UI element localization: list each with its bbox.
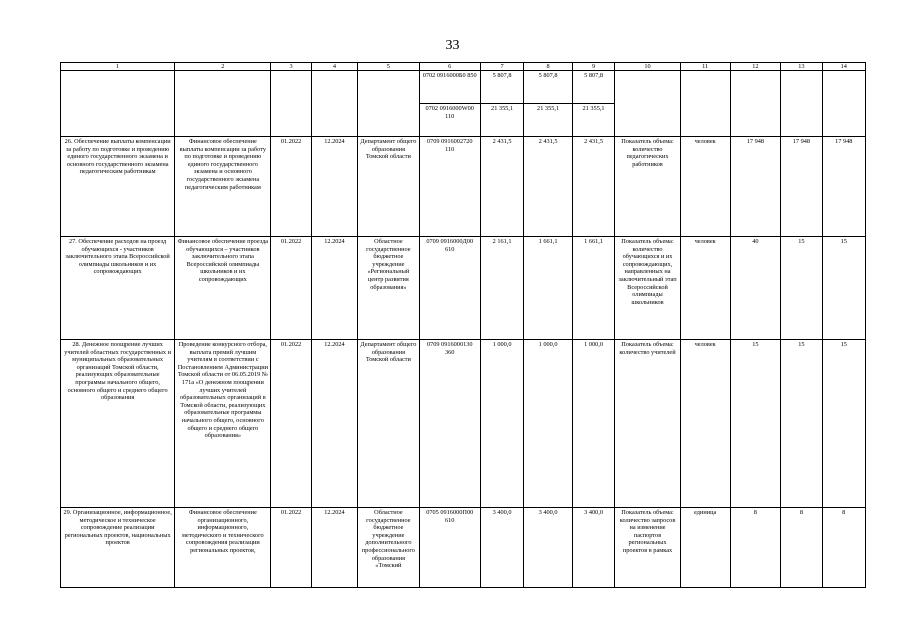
responsible-executor: Департамент общего образования Томской области (358, 137, 419, 237)
empty-cell (175, 71, 271, 137)
program-activities-table (60, 62, 866, 588)
start-date: 01.2022 (271, 340, 311, 508)
budget-code: 0702 0916000W00 110 (419, 104, 480, 137)
empty-cell (271, 71, 311, 137)
start-date: 01.2022 (271, 137, 311, 237)
table-row (61, 340, 866, 508)
header-cell: 1 (61, 63, 175, 71)
value-2023: 15 (781, 237, 822, 340)
amount-2023: 2 431,5 (524, 137, 573, 237)
indicator: Показатель объема: количество обучающихся и их сопровождающих, направленных на заключительный этап Всероссийской олимпиады школьников (615, 237, 681, 340)
empty-cell (781, 71, 822, 137)
amount-2022: 2 161,1 (480, 237, 523, 340)
unit: человек (680, 137, 730, 237)
empty-cell (311, 71, 358, 137)
activity-description: Финансовое обеспечение выплаты компенсации за работу по подготовке и проведению единого государственного экзамена и основного государственного экзамена педагогическим работникам (175, 137, 271, 237)
amount-2022: 2 431,5 (480, 137, 523, 237)
unit: единица (680, 508, 730, 588)
amount-2024: 1 000,0 (572, 340, 614, 508)
header-cell: 9 (572, 63, 614, 71)
amount-2023: 3 400,0 (524, 508, 573, 588)
unit: человек (680, 237, 730, 340)
activity-description: Финансовое обеспечение проезда обучающихся – участников заключительного этапа Всероссийской олимпиады школьников и их сопровождающих (175, 237, 271, 340)
amount-2024: 5 807,8 (572, 71, 614, 104)
value-2024: 8 (822, 508, 865, 588)
unit: человек (680, 340, 730, 508)
amount-2024: 2 431,5 (572, 137, 614, 237)
table-row (61, 237, 866, 340)
value-2024: 17 948 (822, 137, 865, 237)
header-cell: 3 (271, 63, 311, 71)
amount-2022: 5 807,8 (480, 71, 523, 104)
amount-2023: 21 355,1 (524, 104, 573, 137)
value-2022: 15 (730, 340, 781, 508)
empty-cell (730, 71, 781, 137)
amount-2023: 1 661,1 (524, 237, 573, 340)
column-number-row (61, 63, 866, 71)
value-2023: 8 (781, 508, 822, 588)
empty-cell (61, 71, 175, 137)
value-2022: 40 (730, 237, 781, 340)
indicator: Показатель объема: количество запросов на изменение паспортов региональных проектов в рамках (615, 508, 681, 588)
budget-code: 0702 0916000Б0 850 (419, 71, 480, 104)
empty-cell (358, 71, 419, 137)
start-date: 01.2022 (271, 237, 311, 340)
header-cell: 14 (822, 63, 865, 71)
amount-2024: 1 661,1 (572, 237, 614, 340)
budget-code: 0709 0916002720 110 (419, 137, 480, 237)
start-date: 01.2022 (271, 508, 311, 588)
budget-code: 0705 0916000П00 610 (419, 508, 480, 588)
amount-2023: 1 000,0 (524, 340, 573, 508)
amount-2022: 21 355,1 (480, 104, 523, 137)
value-2023: 15 (781, 340, 822, 508)
empty-cell (615, 71, 681, 137)
header-cell: 13 (781, 63, 822, 71)
end-date: 12.2024 (311, 508, 358, 588)
amount-2022: 1 000,0 (480, 340, 523, 508)
empty-cell (822, 71, 865, 137)
table-row (61, 508, 866, 588)
activity-name: 26. Обеспечение выплаты компенсации за работу по подготовке и проведению единого государственного экзамена и основного государственного экзамена педагогическим работникам (61, 137, 175, 237)
page-number: 33 (445, 38, 460, 53)
header-cell: 8 (524, 63, 573, 71)
indicator: Показатель объема: количество учителей (615, 340, 681, 508)
budget-code: 0709 0916000Д00 610 (419, 237, 480, 340)
header-cell: 7 (480, 63, 523, 71)
responsible-executor: Областное государственное бюджетное учреждение «Региональный центр развития образования» (358, 237, 419, 340)
value-2023: 17 948 (781, 137, 822, 237)
activity-description: Проведение конкурсного отбора, выплата премий лучшим учителям в соответствии с Постановлением Администрации Томской области от 06.05.2019 № 171а «О денежном поощрении лучших учителей образовательных организаций в Томской области, реализующих образовательные программы начального общего, основного общего и среднего общего образования» (175, 340, 271, 508)
empty-cell (680, 71, 730, 137)
budget-code: 0709 0916000130 360 (419, 340, 480, 508)
header-cell: 11 (680, 63, 730, 71)
continuation-row (61, 71, 866, 104)
header-cell: 4 (311, 63, 358, 71)
activity-name: 28. Денежное поощрение лучших учителей областных государственных и муниципальных образовательных организаций Томской области, реализующих образовательные программы начального общего, основного общего и среднего общего образования (61, 340, 175, 508)
table-row (61, 137, 866, 237)
value-2022: 17 948 (730, 137, 781, 237)
end-date: 12.2024 (311, 237, 358, 340)
value-2024: 15 (822, 237, 865, 340)
activity-name: 27. Обеспечение расходов на проезд обучающихся - участников заключительного этапа Всероссийской олимпиады школьников и их сопровождающих (61, 237, 175, 340)
indicator: Показатель объема: количество педагогических работников (615, 137, 681, 237)
header-cell: 6 (419, 63, 480, 71)
activity-description: Финансовое обеспечение организационного, информационного, методического и технического сопровождения реализации региональных проектов, (175, 508, 271, 588)
end-date: 12.2024 (311, 340, 358, 508)
amount-2024: 3 400,0 (572, 508, 614, 588)
amount-2023: 5 807,8 (524, 71, 573, 104)
header-cell: 10 (615, 63, 681, 71)
end-date: 12.2024 (311, 137, 358, 237)
header-cell: 5 (358, 63, 419, 71)
responsible-executor: Департамент общего образования Томской области (358, 340, 419, 508)
header-cell: 12 (730, 63, 781, 71)
value-2022: 8 (730, 508, 781, 588)
amount-2024: 21 355,1 (572, 104, 614, 137)
amount-2022: 3 400,0 (480, 508, 523, 588)
responsible-executor: Областное государственное бюджетное учреждение дополнительного профессионального образования «Томский (358, 508, 419, 588)
value-2024: 15 (822, 340, 865, 508)
activity-name: 29. Организационное, информационное, методическое и техническое сопровождение реализации региональных проектов, национальных проектов (61, 508, 175, 588)
header-cell: 2 (175, 63, 271, 71)
